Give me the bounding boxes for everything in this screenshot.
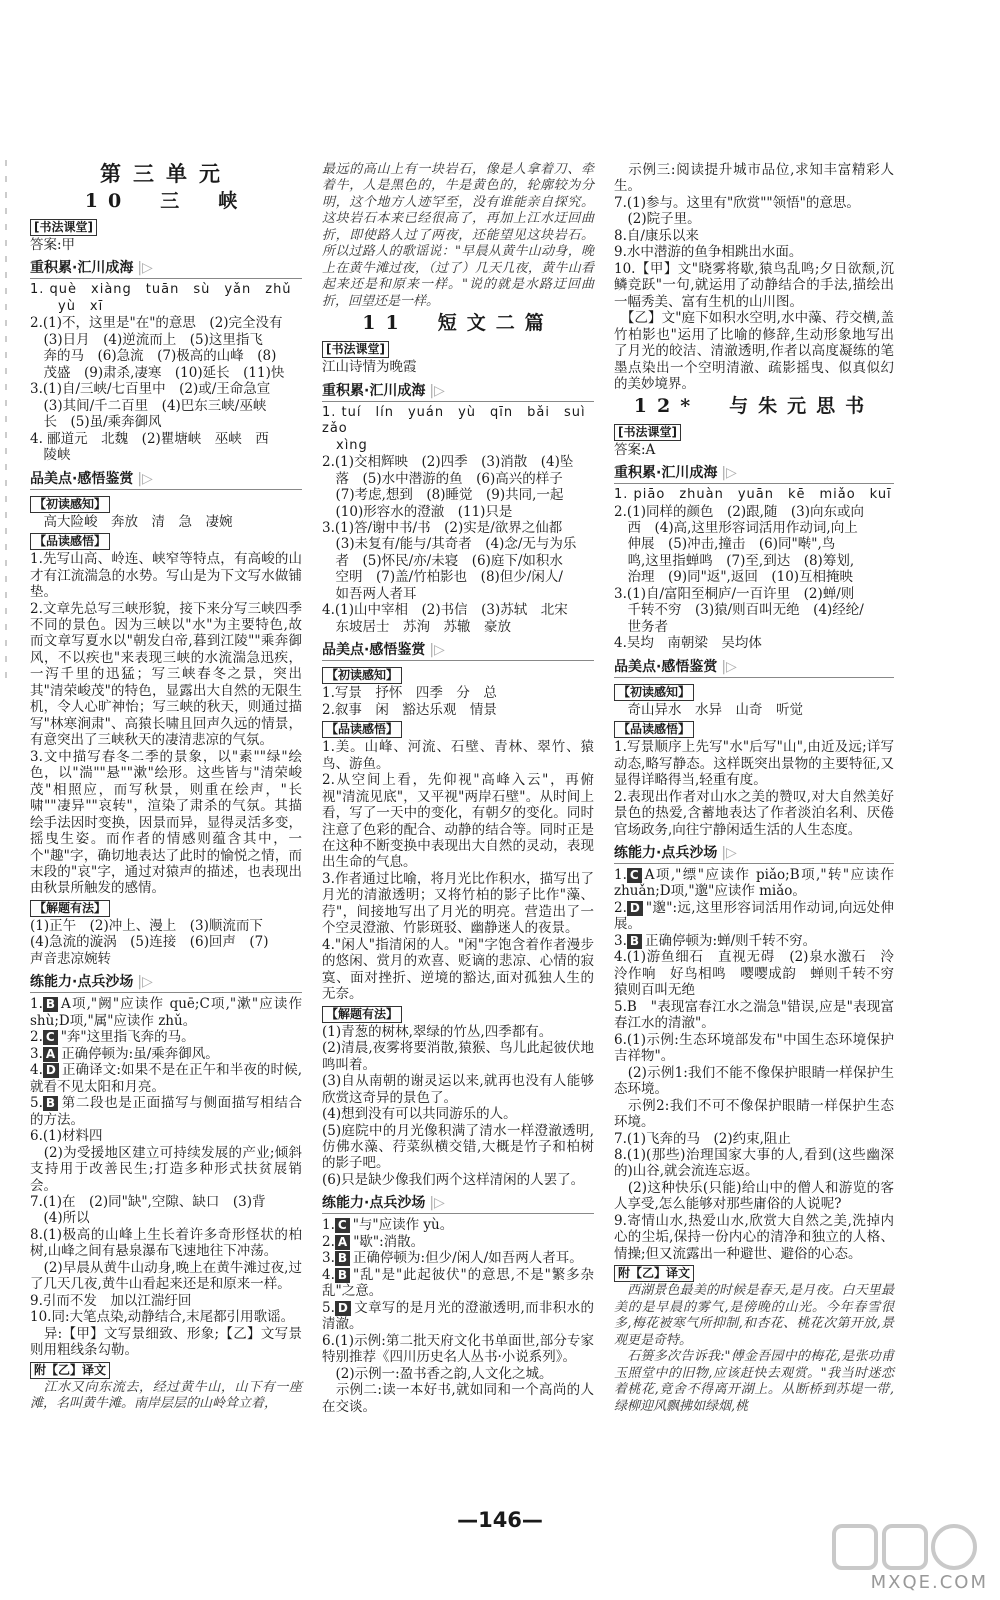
text-line: 3.作者通过比喻，将月光比作积水，描写出了月光的清澈透明；又将竹柏的影子比作"藻、荇"，间接地写出了月光的明亮。营造出了一个空灵澄澈、竹影斑驳、幽静迷人的夜景。 — [322, 870, 594, 937]
text-line: 2.(1)同样的颜色 (2)跟,随 (3)向东或向 — [614, 503, 865, 520]
answer-badge: B — [43, 997, 58, 1012]
page-number: —146— — [457, 1508, 543, 1532]
section-arrow-icon: |▷ — [721, 658, 737, 675]
text-line: 2.(1)不，这里是"在"的意思 (2)完全没有 — [30, 315, 283, 332]
text-line: 3.(1)自/三峡/七百里中 (2)或/王命急宣 — [30, 381, 271, 398]
translation-text: 江水又向东流去，经过黄牛山，山下有一座滩，名叫黄牛滩。南岸层层的山岭耸立着， — [30, 1379, 302, 1412]
text-line: 8.自/康乐以来 — [614, 227, 699, 244]
section-lianneng: 练能力·点兵沙场 |▷ — [614, 844, 894, 864]
text-line: 4. 郦道元 北魏 (2)瞿塘峡 巫峡 西 — [30, 430, 269, 447]
choice-explanation: "乱"是"此起彼伏"的意思,不是"繁多杂乱"之意。 — [322, 1266, 594, 1300]
text-line: 者 (5)怀民/亦/未寝 (6)庭下/如积水 — [322, 552, 563, 569]
choice-number: 2. — [322, 1233, 335, 1250]
section-lianneng: 练能力·点兵沙场 |▷ — [322, 1194, 594, 1214]
pinyin-line: 1. piāo zhuàn yuān kē miǎo kuī — [614, 487, 892, 503]
text-line: (2)早晨从黄牛山动身,晚上在黄牛滩过夜,过了几天几夜,黄牛山看起来还是和原来一样。 — [30, 1259, 302, 1293]
choice-list — [30, 996, 307, 1128]
choice-explanation: "奔"这里指飞奔的马。 — [60, 1029, 195, 1046]
text-line: (2)为受援地区建立可持续发展的产业;倾斜支持用于改善民生;打造多种形式扶贫展销会。 — [30, 1144, 302, 1194]
answer-list — [30, 315, 302, 463]
text-line: 2.文章先总写三峡形貌，接下来分写三峡四季不同的景色。因为三峡以"水"为主要特色,故而文章写夏水以"朝发白帝,暮到江陵""乘奔御风，不以疾也"来表现三峡的水流湍急迅疾，一泻千里的迅猛；写三峡春冬之景，突出其"清荣峻茂"的特色，显露出大自然的无限生机，令人心旷神怡；写三峡的秋天，则通过描写"林寒涧肃"、高猿长啸且回声久远的情景，有意突出了三峡秋天的凄清悲凉的气氛。 — [30, 600, 302, 749]
chudu-text: 奇山异水 水异 山奇 听觉 — [614, 701, 803, 718]
choice-explanation: 正确译文:如果不是在正午和半夜的时候,就看不见太阳和月亮。 — [30, 1062, 302, 1095]
text-line: (3)其间/千二百里 (4)巴东三峡/巫峡 — [30, 397, 267, 414]
text-line: 示例2:我们不可不像保护眼睛一样保护生态环境。 — [614, 1097, 894, 1131]
answer-list — [614, 949, 908, 1262]
choice-item — [614, 867, 899, 900]
text-line: 西 (4)高,这里形容词活用作动词,向上 — [614, 519, 858, 536]
text-line: 4.(1)山中宰相 (2)书信 (3)苏轼 北宋 — [322, 602, 568, 619]
choice-explanation: 正确停顿为:蝉/则千转不穷。 — [645, 932, 817, 949]
text-line: (3)日月 (4)逆流而上 (5)这里指飞 — [30, 331, 263, 348]
translation-text: 西湖景色最美的时候是春天,是月夜。白天里最美的是早晨的雾气,是傍晚的山光。今年春雪很多,梅花被寒气所抑制,和杏花、桃花次第开放,景观更是奇特。 石篑多次告诉我:"傅金吾园中的梅花,是张功甫玉照堂中的旧物,应该赶快去观赏。"我当时迷恋着桃花,竟舍不得离开湖上。从断桥到苏堤一带,绿柳迎风飘拂如绿烟,桃 — [614, 1283, 894, 1414]
shufa-tag: [书法课堂] — [30, 219, 97, 236]
text-line: (5)庭院中的月光像积满了清水一样澄澈透明,仿佛水藻、荇菜纵横交错,大概是竹子和柏树的影子吧。 — [322, 1122, 594, 1172]
section-pinmei: 品美点·感悟鉴赏 |▷ — [614, 658, 894, 678]
text-line: 世务者 — [614, 618, 668, 635]
text-line: (2)这种快乐(只能)给山中的僧人和游览的客人享受,怎么能够对那些庸俗的人说呢? — [614, 1179, 894, 1213]
section-pinmei: 品美点·感悟鉴赏 |▷ — [322, 641, 594, 661]
text-line: 3.文中描写春冬二季的景象，以"素""绿"绘色，以"湍""悬""漱"绘形。这些皆与"清荣峻茂"相照应，而写秋景，则重在绘声，"长啸""凄异""哀转"，渲染了肃杀的气氛。其描绘手法因时变换，因景而异，显得灵活多变，摇曳生姿。而作者的情感则蕴含其中，一个"趣"字，确切地表达了此时的愉悦之情，而末段的"哀"字，通过对猿声的描述，也表现出由秋景所触发的感情。 — [30, 748, 302, 897]
text-line: 2.从空间上看，先仰视"高峰入云"，再俯视"清流见底"，又平视"两岸石壁"。从时间上看，写了一天中的变化，有朝夕的变化。同时注意了色彩的配合、动静的结合等。同时正是在这种不断变换中表现出大自然的灵动，表现出生命的气息。 — [322, 772, 594, 871]
section-arrow-icon: |▷ — [137, 470, 153, 487]
shufa-answer: 答案:甲 — [30, 237, 76, 253]
lesson-11-title: 11 短文二篇 — [362, 312, 554, 335]
section-arrow-icon: |▷ — [137, 974, 153, 991]
text-line: (2)示例一:盈书香之韵,人文化之城。 — [322, 1365, 553, 1382]
text-line: 奔的马 (6)急流 (7)极高的山峰 (8) — [30, 348, 277, 365]
text-line: (7)考虑,想到 (8)睡觉 (9)共同,一起 — [322, 487, 564, 504]
choice-explanation: A项,"阙"应读作 quē;C项,"漱"应读作 shù;D项,"属"应读作 zhǔ。 — [30, 996, 307, 1029]
choice-number: 4. — [322, 1266, 335, 1283]
shufa-answer: 答案:A — [614, 441, 656, 458]
choice-item — [322, 1217, 594, 1233]
text-line: (1)青葱的树林,翠绿的竹丛,四季都有。 — [322, 1023, 553, 1040]
pinyin-line: yù xī — [30, 298, 104, 314]
section-arrow-icon: |▷ — [429, 1195, 445, 1212]
text-line: (4)急流的漩涡 (5)连接 (6)回声 (7) — [30, 934, 269, 951]
pindu-list — [322, 739, 594, 1003]
column-right — [614, 162, 908, 1415]
choice-item — [30, 1062, 302, 1095]
chudu-tag: 【初读感知】 — [614, 684, 694, 701]
section-arrow-icon: |▷ — [429, 382, 445, 399]
text-line: 鸣,这里指蝉鸣 (7)至,到达 (8)筹划, — [614, 552, 855, 569]
text-line: 2.表现出作者对山水之美的赞叹,对大自然美好景色的热爱,含蓄地表达了作者淡泊名利、厌倦官场政务,向往宁静闲适生活的人生态度。 — [614, 788, 894, 838]
text-line: 4."闲人"指清闲的人。"闲"字饱含着作者漫步的悠闲、赏月的欢喜、贬谪的悲凉、心情的寂寞、面对挫折、逆境的豁达,面对孤独人生的无奈。 — [322, 936, 594, 1003]
text-line: 4.(1)游鱼细石 直视无碍 (2)泉水激石 泠泠作响 好鸟相鸣 嘤嘤成韵 蝉则千转不穷 猿则百叫无绝 — [614, 949, 908, 999]
lesson-10-title: 10 三 峡 — [84, 190, 248, 212]
text-line: 长 (5)虽/乘奔御风 — [30, 414, 162, 431]
answer-badge: B — [43, 1096, 58, 1111]
section-pinmei: 品美点·感悟鉴赏 |▷ — [30, 470, 302, 490]
text-line: 8.(1)极高的山峰上生长着许多奇形怪状的柏树,山峰之间有悬泉瀑布飞速地往下冲荡。 — [30, 1226, 302, 1260]
answer-badge: A — [43, 1047, 58, 1062]
choice-number: 2. — [614, 899, 627, 916]
jieti-tag: 【解题有法】 — [322, 1006, 402, 1023]
section-arrow-icon: |▷ — [137, 260, 153, 277]
pindu-tag: 【品读感悟】 — [30, 533, 110, 550]
text-line: (3)自从南朝的谢灵运以来,就再也没有人能够欣赏这奇异的景色了。 — [322, 1073, 594, 1106]
text-line: (2)清晨,夜雾将要消散,猿猴、鸟儿此起彼伏地鸣叫着。 — [322, 1040, 594, 1073]
chudu-text: 高大险峻 奔放 清 急 凄婉 — [30, 513, 233, 530]
pindu-list — [614, 739, 894, 838]
answer-badge: B — [335, 1251, 350, 1266]
choice-explanation: 第二段也是正面描写与侧面描写相结合的方法。 — [30, 1095, 302, 1128]
choice-item — [30, 1095, 302, 1128]
choice-number: 4. — [30, 1062, 43, 1079]
text-line: 10.【甲】文"晓雾将歇,猿鸟乱鸣;夕日欲颓,沉鳞竞跃"一句,就运用了动静结合的手法,描绘出一幅秀美、富有生机的山川图。 — [614, 260, 894, 310]
text-line: 伸展 (5)冲击,撞击 (6)同"啭",鸟 — [614, 536, 836, 553]
choice-list — [322, 1217, 594, 1332]
text-line: 2.叙事 闲 豁达乐观 情景 — [322, 701, 497, 718]
pinyin-line: 1. tuí lín yuán yù qīn bǎi suì zǎo — [322, 404, 600, 437]
text-line: 示例二:读一本好书,就如同和一个高尚的人在交谈。 — [322, 1382, 594, 1415]
answer-list — [322, 1333, 594, 1415]
choice-number: 1. — [322, 1217, 335, 1234]
choice-item — [614, 900, 894, 933]
text-line: (6)只是缺少像我们两个这样清闲的人罢了。 — [322, 1171, 585, 1188]
text-line: 8.(1)(那些)治理国家大事的人,看到(这些幽深的)山谷,就会流连忘返。 — [614, 1146, 894, 1180]
text-line: (3)未复有/能与/其奇者 (4)念/无与为乐 — [322, 536, 577, 553]
watermark-text: MXQE.COM — [870, 1572, 988, 1593]
choice-explanation: "邈":远,这里形容词活用作动词,向远处伸展。 — [614, 899, 894, 933]
choice-item — [322, 1234, 594, 1250]
text-line: 声音悲凉婉转 — [30, 950, 111, 967]
answer-list — [322, 454, 594, 635]
choice-number: 2. — [30, 1029, 43, 1046]
text-line: 6.(1)示例:生态环境部发布"中国生态环境保护吉祥物"。 — [614, 1031, 894, 1065]
choice-explanation: A项,"缥"应读作 piǎo;B项,"转"应读作 zhuǎn;D项,"邈"应读作 miǎo。 — [614, 867, 899, 900]
jieti-list — [30, 918, 302, 967]
text-line: 7.(1)参与。这里有"欣赏""领悟"的意思。 — [614, 194, 860, 211]
text-line: 千转不穷 (3)猿/则百叫无绝 (4)经纶/ — [614, 602, 864, 619]
choice-item — [30, 996, 307, 1029]
section-arrow-icon: |▷ — [721, 465, 737, 482]
answer-badge: A — [335, 1235, 350, 1250]
text-line: 1.写景顺序上先写"水"后写"山",由近及远;详写动态,略写静态。这样既突出景物的主要特征,又显得详略得当,轻重有度。 — [614, 739, 894, 789]
text-line: (2)示例1:我们不能不像保护眼睛一样保护生态环境。 — [614, 1064, 894, 1098]
choice-number: 5. — [322, 1299, 335, 1316]
unit-title: 第三单元 — [100, 161, 232, 186]
text-line: 7.(1)飞奔的马 (2)约束,阻止 — [614, 1130, 791, 1147]
choice-item — [322, 1300, 594, 1333]
choice-number: 3. — [614, 932, 627, 949]
pindu-tag: 【品读感悟】 — [322, 721, 402, 738]
text-line: 茂盛 (9)肃杀,凄寒 (10)延长 (11)快 — [30, 364, 285, 381]
text-line: 1.先写山高、岭连、峡窄等特点，有高峻的山才有江流湍急的水势。写山是为下文写水做铺垫。 — [30, 551, 302, 601]
answer-list — [614, 504, 894, 652]
answer-badge: B — [335, 1268, 350, 1283]
column-left — [30, 161, 307, 1413]
chudu-tag: 【初读感知】 — [322, 667, 402, 684]
text-line: 空明 (7)盖/竹柏影也 (8)但少/闲人/ — [322, 569, 563, 586]
section-chongji: 重积累·汇川成海 |▷ — [30, 259, 302, 279]
pindu-tag: 【品读感悟】 — [614, 721, 694, 738]
fu-tag: 附【乙】译文 — [614, 1265, 694, 1282]
fu-tag: 附【乙】译文 — [30, 1362, 110, 1379]
choice-number: 3. — [30, 1045, 43, 1062]
answer-badge: C — [627, 868, 642, 883]
choice-explanation: "歇":消散。 — [353, 1233, 425, 1250]
answer-badge: D — [335, 1301, 351, 1316]
choice-list — [614, 867, 899, 949]
answer-badge: C — [43, 1030, 58, 1045]
pindu-list — [30, 551, 302, 897]
jieti-list — [322, 1024, 594, 1189]
chudu-tag: 【初读感知】 — [30, 496, 110, 513]
choice-item — [614, 933, 894, 949]
choice-number: 1. — [614, 867, 627, 883]
text-line: (4)所以 — [30, 1210, 90, 1227]
answer-badge: B — [627, 934, 642, 949]
text-line: 落 (5)水中潜游的鱼 (6)高兴的样子 — [322, 470, 563, 487]
text-line: 5.B "表现富春江水之湍急"错误,应是"表现富春江水的清澈"。 — [614, 998, 894, 1032]
column-middle — [322, 162, 600, 1415]
choice-item — [30, 1046, 302, 1062]
answer-badge: D — [627, 901, 643, 916]
text-line: (4)想到没有可以共同游乐的人。 — [322, 1106, 517, 1123]
jieti-tag: 【解题有法】 — [30, 900, 110, 917]
choice-explanation: 正确停顿为:虽/乘奔御风。 — [61, 1045, 219, 1062]
shufa-answer: 江山诗情为晚霞 — [322, 359, 417, 376]
choice-explanation: 文章写的是月光的澄澈透明,而非积水的清澈。 — [322, 1299, 594, 1333]
text-line: 示例三:阅读提升城市品位,求知丰富精彩人生。 — [614, 162, 894, 195]
text-line: 2.(1)交相辉映 (2)四季 (3)消散 (4)坠 — [322, 454, 574, 471]
text-line: (2)院子里。 — [614, 211, 701, 228]
section-chongji: 重积累·汇川成海 |▷ — [322, 382, 594, 402]
choice-item — [30, 1029, 302, 1045]
text-line: 9.水中潜游的鱼争相跳出水面。 — [614, 244, 803, 261]
answer-list — [30, 1128, 302, 1359]
text-line: 10.同:大笔点染,动静结合,末尾都引用歌谣。 — [30, 1309, 295, 1326]
text-line: 4.吴均 南朝梁 吴均体 — [614, 635, 762, 652]
text-line: (10)形容水的澄澈 (11)只是 — [322, 503, 513, 520]
text-line: (1)正午 (2)冲上、漫上 (3)顺流而下 — [30, 917, 263, 934]
text-line: 6.(1)示例:第二批天府文化书单面世,部分专家特别推荐《四川历史名人丛书·小说系列》。 — [322, 1332, 594, 1366]
text-line: 东坡居士 苏洵 苏辙 豪放 — [322, 618, 511, 635]
left-binding-edge — [0, 160, 10, 680]
text-line: 陵峡 — [30, 447, 71, 464]
text-line: 1.写景 抒怀 四季 分 总 — [322, 685, 497, 702]
shufa-tag: [书法课堂] — [614, 424, 681, 441]
text-line: 9.寄情山水,热爱山水,欣赏大自然之美,洗掉内心的尘垢,保持一份内心的清净和独立的人格、情操;但又流露出一种避世、避俗的心态。 — [614, 1212, 894, 1262]
choice-explanation: "与"应读作 yù。 — [352, 1217, 454, 1234]
choice-number: 3. — [322, 1250, 335, 1267]
section-chongji: 重积累·汇川成海 |▷ — [614, 464, 894, 484]
text-line: 3.(1)自/富阳至桐庐/一百许里 (2)蝉/则 — [614, 585, 855, 602]
text-line: 【乙】文"庭下如积水空明,水中藻、荇交横,盖竹柏影也"运用了比喻的修辞,生动形象地写出了月光的皎洁、清澈透明,作者以高度凝练的笔墨点染出一个空明清澈、疏影摇曳、似真似幻的美妙境界。 — [614, 310, 894, 393]
section-lianneng: 练能力·点兵沙场 |▷ — [30, 973, 302, 993]
text-line: 1.美。山峰、河流、石壁、青林、翠竹、猿鸟、游鱼。 — [322, 739, 594, 772]
choice-item — [322, 1250, 594, 1266]
text-line: 治理 (9)同"返",返回 (10)互相掩映 — [614, 569, 854, 586]
text-line: 9.引而不发 加以江湍纡回 — [30, 1292, 192, 1309]
text-line: 7.(1)在 (2)同"缺",空隙、缺口 (3)背 — [30, 1193, 266, 1210]
shufa-tag: [书法课堂] — [322, 341, 389, 358]
choice-number: 5. — [30, 1095, 43, 1112]
section-arrow-icon: |▷ — [721, 845, 737, 861]
text-line: 6.(1)材料四 — [30, 1128, 103, 1145]
chudu-list — [322, 685, 594, 718]
choice-item — [322, 1267, 594, 1300]
text-line: 异:【甲】文写景细致、形象;【乙】文写景则用粗线条勾勒。 — [30, 1325, 302, 1359]
answer-badge: C — [335, 1218, 350, 1233]
translation-continued: 最远的高山上有一块岩石，像是人拿着刀、牵着牛，人是黑色的，牛是黄色的，轮廓较为分明，这个地方人迹罕至，没有谁能亲自探究。这块岩石本来已经很高了，再加上江水迂回曲折，即使路人过了两夜，还能望见这块岩石。所以过路人的歌谣说："早晨从黄牛山动身，晚上在黄牛滩过夜，（过了）几天几夜，黄牛山看起来还是和原来一样。"说的就是水路迂回曲折，回望还是一样。 — [322, 162, 594, 309]
text-line: 如吾两人者耳 — [322, 585, 417, 602]
text-line: 3.(1)答/谢中书/书 (2)实是/欲界之仙都 — [322, 519, 563, 536]
answer-badge: D — [43, 1063, 59, 1078]
choice-explanation: 正确停顿为:但少/闲人/如吾两人者耳。 — [353, 1250, 583, 1267]
choice-number: 1. — [30, 996, 43, 1013]
lesson-12-title: 12* 与朱元思书 — [633, 394, 875, 417]
section-arrow-icon: |▷ — [429, 642, 445, 659]
pinyin-line: 1. què xiàng tuān sù yǎn zhǔ — [30, 282, 292, 298]
pinyin-line: xìng — [322, 437, 368, 453]
answer-list — [614, 162, 894, 393]
